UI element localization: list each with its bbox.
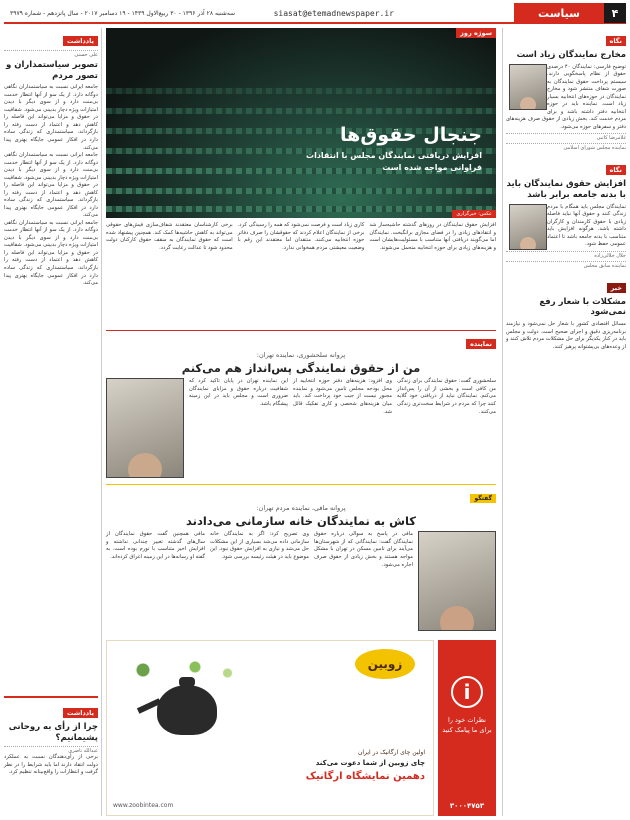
story2 <box>106 330 496 480</box>
zoobin-invite: چای زوبین از شما دعوت می‌کند <box>315 759 425 767</box>
news-headline: مشکلات با شعار رفع نمی‌شود <box>539 296 626 318</box>
salahshouri-portrait <box>106 378 184 478</box>
section-email[interactable]: siasat@etemadnewspaper.ir <box>273 8 394 18</box>
hero-title: جنجال حقوق‌ها <box>340 124 482 146</box>
note2-body: نمایندگان مجلس باید همگام با مردم زندگی کنند و حقوق آنها نباید فاصله زیادی با حقوق کارمندان و کارگران داشته باشد. هرگونه افزایش باید متناسب با بدنه جامعه باشد تا اعتماد عمومی حفظ شود. <box>547 203 626 248</box>
teapot-illustration <box>117 655 247 745</box>
info-icon: i <box>451 676 483 708</box>
mafi-portrait <box>418 531 496 631</box>
photo-credit: عکس: خبرگزاری <box>452 210 496 218</box>
note2-signature: نماینده سابق مجلس <box>506 261 626 269</box>
zoobin-title: دهمین نمایشگاه ارگانیک <box>305 771 425 782</box>
parliament-photo <box>106 28 496 218</box>
story1-col-b: کاری زیاد است و فرصت نمی‌شود که همه را رسیدگی کرد. برخی از نمایندگان اعلام کردند که حقوقشان را صرف دفاتر حوزه انتخابیه می‌کنند. منتقدان اما معتقدند این رقم با وضعیت معیشتی مردم همخوانی ندارد. <box>237 222 365 251</box>
note2-author: جلال جلالی‌زاده <box>506 251 626 259</box>
ad-area <box>106 640 496 816</box>
story3-col-b: وی تصریح کرد: اگر به نمایندگان خانه سازمانی داده می‌شد بسیاری از این مشکلات حل می‌شد و نیازی به افزایش حقوق نبود. این موضوع باید در هیئت رئیسه بررسی شود. <box>210 531 309 560</box>
story2-col-c: این نماینده تهران در پایان تاکید کرد که شفافیت درباره حقوق و مزایای نمایندگان ضروری است و مجلس باید در این زمینه پیشگام باشد. <box>189 378 288 407</box>
hero-section <box>106 28 496 218</box>
left-headline: تصویر سیاستمداران و تصور مردم <box>5 60 98 81</box>
author-portrait <box>509 64 547 110</box>
story2-tag: نماینده <box>466 339 496 349</box>
note2-headline: افزایش حقوق نمایندگان باید با بدنه جامعه برابر باشد <box>506 179 626 201</box>
story3 <box>106 484 496 634</box>
note2-kicker: نگاه <box>606 165 627 175</box>
note-author: غلامرضا کاتبی <box>506 133 626 141</box>
note-body: توضیح فارسی: نمایندگان ۴۰ درصدی حقوق از نظام پاسخگویی دارند. سیستم پرداخت حقوق نمایندگان به صورت شفاف منتشر شود و مخارج نمایندگان در حوزه‌های انتخابیه بسیار زیاد است. نماینده باید در حوزه انتخابیه دفتر داشته باشد و برای مردم خدمت کند. بخش زیادی از حقوق صرف هزینه‌های دفتر و سفرهای حوزه می‌شود. <box>506 63 626 130</box>
news-body: مسائل اقتصادی کشور با شعار حل نمی‌شود و نیازمند برنامه‌ریزی دقیق و اجرای صحیح است. دولت و مجلس باید در کنار یکدیگر برای حل مشکلات مردم تلاش کنند و از وعده‌های بی‌پشتوانه پرهیز کنند. <box>506 321 626 350</box>
section-label: سیاست <box>514 3 604 23</box>
left-body-cont: جامعه ایرانی نسبت به سیاستمداران نگاهی دوگانه دارد. از یک سو از آنها انتظار خدمت بی‌منت دارد و از سوی دیگر با دیدن امتیازات ویژه دچار بدبینی می‌شود. شفافیت در حقوق و مزایا می‌تواند این فاصله را کاهش دهد و اعتماد از دست رفته را بازگرداند. سیاستمداری که زندگی ساده دارد در افکار عمومی جایگاه بهتری پیدا می‌کند. <box>4 152 98 219</box>
sms-ad[interactable] <box>438 640 496 816</box>
author2-portrait <box>509 204 547 250</box>
hero-kicker: سوژه روز <box>456 28 496 38</box>
story3-tag: گفتگو <box>470 494 496 503</box>
page-number: ۴ <box>604 3 626 23</box>
story2-headline: من از حقوق نمایندگی پس‌انداز هم می‌کنم <box>181 361 421 375</box>
left-body: جامعه ایرانی نسبت به سیاستمداران نگاهی دوگانه دارد. از یک سو از آنها انتظار خدمت بی‌منت دارد و از سوی دیگر با دیدن امتیازات ویژه دچار بدبینی می‌شود. شفافیت در حقوق و مزایا می‌تواند این فاصله را کاهش دهد و اعتماد از دست رفته را بازگرداند. سیاستمداری که زندگی ساده دارد در افکار عمومی جایگاه بهتری پیدا می‌کند. <box>4 84 98 151</box>
story2-kicker: پروانه سلحشوری، نماینده تهران: <box>256 351 346 359</box>
left2-author: عبدالله ناصری <box>4 746 98 754</box>
left-column <box>4 28 102 816</box>
story1-col-c: برخی کارشناسان معتقدند شفاف‌سازی فیش‌های حقوقی می‌تواند به کاهش حاشیه‌ها کمک کند. همچنین پیشنهاد شده است که حقوق نمایندگان به سقف حقوق کارکنان دولت محدود شود تا عدالت رعایت گردد. <box>105 222 233 251</box>
story3-kicker: پروانه مافی، نماینده مردم تهران: <box>256 504 346 512</box>
sms-number[interactable]: ۳۰۰۰۴۷۵۳ <box>449 802 485 810</box>
page-header <box>4 4 626 24</box>
note-headline: مخارج نمایندگان زیاد است <box>516 50 626 60</box>
story2-col-b: وی افزود: هزینه‌های دفتر حوزه انتخابیه از محل بودجه مجلس تامین می‌شود و نماینده مجبور نیست از جیب خود پرداخت کند. باید میان هزینه‌های شخصی و کاری تفکیک قائل شد. <box>293 378 392 415</box>
center-area <box>106 28 496 816</box>
story3-headline: کاش به نمایندگان خانه سازمانی می‌دادند <box>185 514 416 528</box>
note-kicker: نگاه <box>606 36 627 46</box>
story1-col-a: افزایش حقوق نمایندگان در روزهای گذشته حاشیه‌ساز شد و انتقادهای زیادی را در فضای مجازی برانگیخت. نمایندگان اما می‌گویند دریافتی آنها متناسب با مسئولیت‌هایشان است و هزینه‌های زیادی برای حوزه انتخابیه متحمل می‌شوند. <box>369 222 496 251</box>
story3-col-c: مافی همچنین گفت حقوق نمایندگان از سال‌های گذشته تغییر چندانی نداشته و افزایش اخیر متناسب با تورم بوده است. به گفته او رسانه‌ها در این زمینه اغراق کرده‌اند. <box>106 531 205 560</box>
zoobin-logo: زوبین <box>355 649 415 679</box>
zoobin-slogan: اولین چای ارگانیک در ایران <box>357 749 425 756</box>
right-column <box>502 28 626 816</box>
hero-subtitle: افزایش دریافتی نمایندگان مجلس با انتقادات فراوانی مواجه شده است <box>306 151 482 172</box>
sms-ad-text: نظرات خود را برای ما پیامک کنید <box>442 716 492 734</box>
news-kicker: خبر <box>607 283 626 293</box>
left-body-cont2: جامعه ایرانی نسبت به سیاستمداران نگاهی دوگانه دارد. از یک سو از آنها انتظار خدمت بی‌منت دارد و از سوی دیگر با دیدن امتیازات ویژه دچار بدبینی می‌شود. شفافیت در حقوق و مزایا می‌تواند این فاصله را کاهش دهد و اعتماد از دست رفته را بازگرداند. سیاستمداری که زندگی ساده دارد در افکار عمومی جایگاه بهتری پیدا می‌کند. <box>4 219 98 287</box>
story2-col-a: سلحشوری گفت: حقوق نمایندگی برای زندگی من کافی است و بخشی از آن را پس‌انداز می‌کنم. نمایندگان نباید از دریافتی خود گلایه کنند چرا که مردم در شرایط سخت‌تری زندگی می‌کنند. <box>397 378 496 415</box>
left2-body: برخی از رأی‌دهندگان نسبت به عملکرد دولت انتقاد دارند اما باید شرایط را در نظر گرفت و انتظارات را واقع‌بینانه تنظیم کرد. <box>4 754 98 776</box>
note-signature: نماینده مجلس شورای اسلامی <box>506 143 626 151</box>
zoobin-ad[interactable] <box>106 640 434 816</box>
left2-headline: چرا از رأی به روحانی پشیمانیم؟ <box>8 722 98 743</box>
left-kicker: یادداشت <box>63 36 98 46</box>
zoobin-site[interactable]: www.zoobintea.com <box>113 802 174 809</box>
date-line: سه‌شنبه ۲۸ آذر ۱۳۹۶ - ۳۰ ربیع‌الاول ۱۴۳۹ - ۱۹ دسامبر ۲۰۱۷ - سال پانزدهم - شماره ۳۹۷۹ <box>10 10 236 17</box>
left-author: علی حسنی <box>4 50 98 58</box>
left2-kicker: یادداشت <box>63 708 98 718</box>
story3-col-a: مافی در پاسخ به سوالی درباره حقوق نمایندگان گفت: نمایندگانی که از شهرستان‌ها می‌آیند برای تامین مسکن در تهران با مشکل مواجه هستند و بخش زیادی از حقوق صرف اجاره می‌شود. <box>314 531 413 568</box>
story1 <box>106 222 496 326</box>
